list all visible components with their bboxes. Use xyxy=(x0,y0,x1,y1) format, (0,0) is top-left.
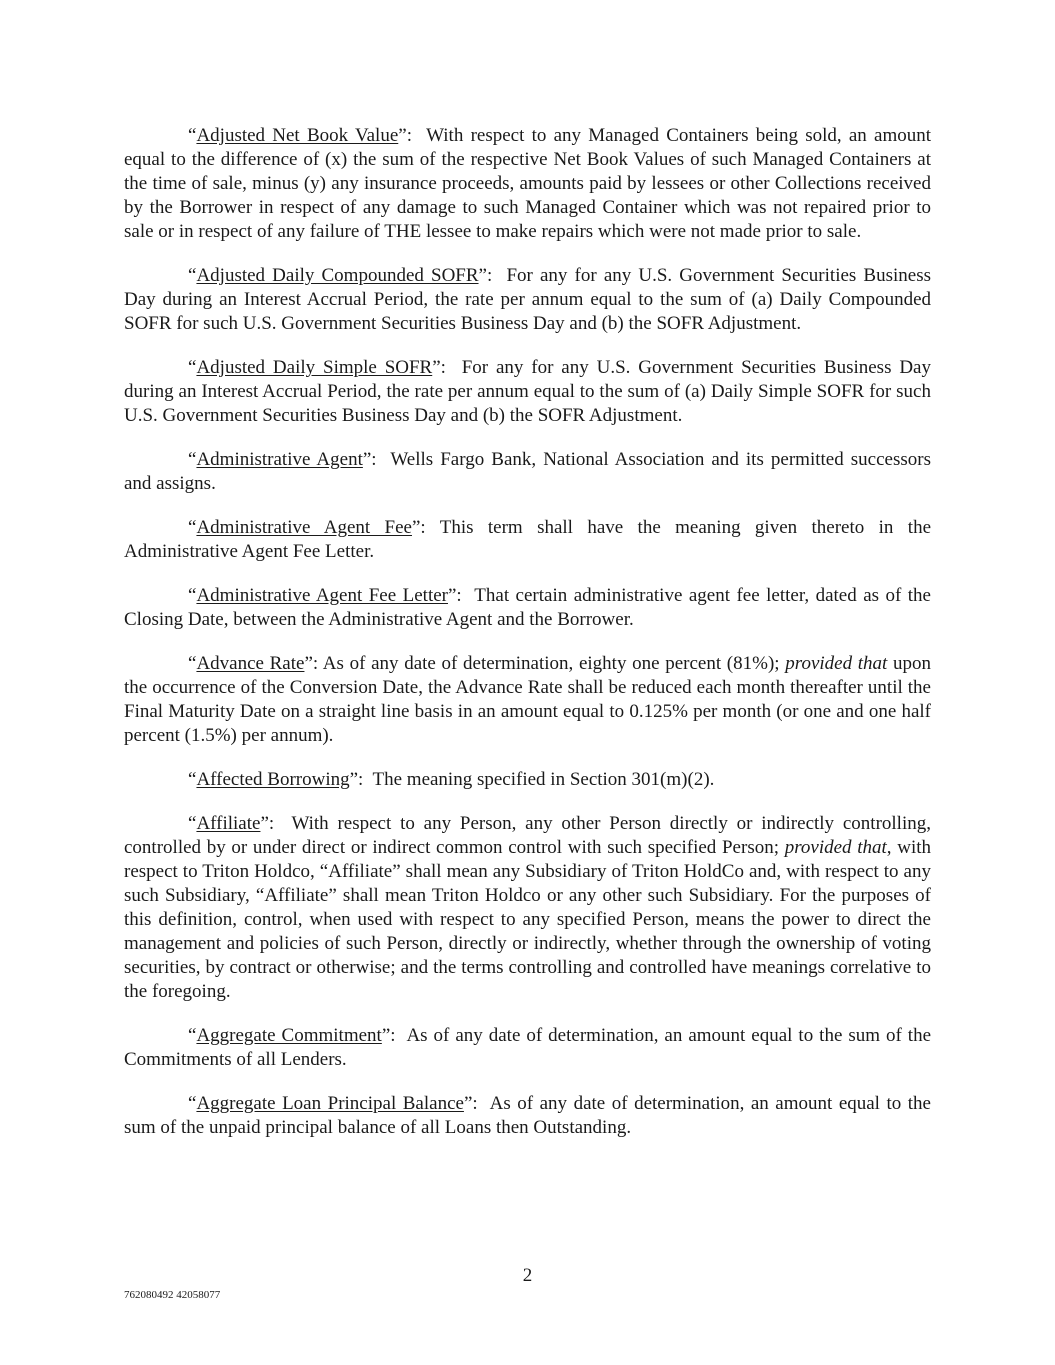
defined-term: Administrative Agent xyxy=(196,449,363,470)
definition-proviso: provided that xyxy=(785,653,888,674)
definition-text: For any for any U.S. Government Securities Business Day during an Interest Accrual Period, the rate per annum equal to the sum of (a) Daily Compounded SOFR for such U.S. Government Securities Business Day and (b) the SOFR Adjustment. xyxy=(124,265,931,334)
definition-text: The meaning specified in Section 301(m)(2). xyxy=(372,769,715,790)
definition-text: That certain administrative agent fee letter, dated as of the Closing Date, between the Administrative Agent and the Borrower. xyxy=(124,585,931,630)
definition-text: For any for any U.S. Government Securities Business Day during an Interest Accrual Period, the rate per annum equal to the sum of (a) Daily Simple SOFR for such U.S. Government Securities Business Day and (b) the SOFR Adjustment. xyxy=(124,357,931,426)
defined-term: Affected Borrowing xyxy=(196,769,350,790)
definition-text: With respect to any Managed Containers being sold, an amount equal to the difference of (x) the sum of the respective Net Book Values of such Managed Containers at the time of sale, minus (y) any insurance proceeds, amounts paid by lessees or other Collections received by the Borrower in respect of any damage to such Managed Container which was not repaired prior to sale or in respect of any failure of THE lessee to make repairs which were not made prior to sale. xyxy=(124,125,931,242)
definition-adjusted-daily-simple-sofr: “Adjusted Daily Simple SOFR”: For any for any U.S. Government Securities Business Day during an Interest Accrual Period, the rate per annum equal to the sum of (a) Daily Simple SOFR for such U.S. Government Securities Business Day and (b) the SOFR Adjustment. xyxy=(124,357,931,426)
defined-term: Aggregate Loan Principal Balance xyxy=(196,1093,464,1114)
definition-administrative-agent-fee: “Administrative Agent Fee”: This term shall have the meaning given thereto in the Administrative Agent Fee Letter. xyxy=(124,517,931,562)
definition-text: Wells Fargo Bank, National Association and its permitted successors and assigns. xyxy=(124,449,931,494)
defined-term: Affiliate xyxy=(196,813,261,834)
definitions-list xyxy=(124,124,931,1160)
definition-text: As of any date of determination, an amount equal to the sum of the Commitments of all Lenders. xyxy=(124,1025,932,1070)
definition-adjusted-daily-compounded-sofr: “Adjusted Daily Compounded SOFR”: For any for any U.S. Government Securities Business Day during an Interest Accrual Period, the rate per annum equal to the sum of (a) Daily Compounded SOFR for such U.S. Government Securities Business Day and (b) the SOFR Adjustment. xyxy=(124,265,931,334)
defined-term: Adjusted Daily Simple SOFR xyxy=(196,357,433,378)
definition-aggregate-commitment: “Aggregate Commitment”: As of any date of determination, an amount equal to the sum of the Commitments of all Lenders. xyxy=(124,1025,932,1070)
definition-administrative-agent-fee-letter: “Administrative Agent Fee Letter”: That certain administrative agent fee letter, dated as of the Closing Date, between the Administrative Agent and the Borrower. xyxy=(124,585,931,630)
definition-text: As of any date of determination, an amount equal to the sum of the unpaid principal balance of all Loans then Outstanding. xyxy=(124,1093,931,1138)
document-id: 762080492 42058077 xyxy=(124,1289,221,1301)
definition-affiliate: “Affiliate”: With respect to any Person, any other Person directly or indirectly controlling, controlled by or under direct or indirect common control with such specified Person; provided that, with respect to Triton Holdco, “Affiliate” shall mean any Subsidiary of Triton HoldCo and, with respect to any such Subsidiary, “Affiliate” shall mean Triton Holdco or any other such Subsidiary. For the purposes of this definition, control, when used with respect to any specified Person, means the power to direct the management and policies of such Person, directly or indirectly, whether through the ownership of voting securities, by contract or otherwise; and the terms controlling and controlled have meanings correlative to the foregoing. xyxy=(124,813,932,1002)
definition-proviso: provided that xyxy=(784,837,887,858)
definition-text: This term shall have the meaning given thereto in the Administrative Agent Fee Letter. xyxy=(124,517,931,562)
defined-term: Administrative Agent Fee Letter xyxy=(196,585,448,606)
defined-term: Adjusted Net Book Value xyxy=(196,125,399,146)
page-number: 2 xyxy=(522,1265,533,1286)
definition-advance-rate: “Advance Rate”: As of any date of determination, eighty one percent (81%); provided that upon the occurrence of the Conversion Date, the Advance Rate shall be reduced each month thereafter until the Final Maturity Date on a straight line basis in an amount equal to 0.125% per month (or one and one half percent (1.5%) per annum). xyxy=(124,653,932,746)
definition-text-continued: , with respect to Triton Holdco, “Affiliate” shall mean any Subsidiary of Triton HoldCo and, with respect to any such Subsidiary, “Affiliate” shall mean Triton Holdco or any other such Subsidiary. For the purposes of this definition, control, when used with respect to any specified Person, means the power to direct the management and policies of such Person, directly or indirectly, whether through the ownership of voting securities, by contract or otherwise; and the terms controlling and controlled have meanings correlative to the foregoing. xyxy=(124,837,932,1002)
definition-text: As of any date of determination, eighty one percent (81%); xyxy=(322,653,780,674)
defined-term: Advance Rate xyxy=(196,653,305,674)
definition-text: With respect to any Person, any other Person directly or indirectly controlling, controlled by or under direct or indirect common control with such specified Person; xyxy=(124,813,931,858)
definition-text-continued: upon the occurrence of the Conversion Date, the Advance Rate shall be reduced each month thereafter until the Final Maturity Date on a straight line basis in an amount equal to 0.125% per month (or one and one half percent (1.5%) per annum). xyxy=(124,653,932,746)
definition-affected-borrowing: “Affected Borrowing”: The meaning specified in Section 301(m)(2). xyxy=(188,769,715,790)
definition-administrative-agent: “Administrative Agent”: Wells Fargo Bank, National Association and its permitted successors and assigns. xyxy=(124,449,931,494)
definition-aggregate-loan-principal-balance: “Aggregate Loan Principal Balance”: As of any date of determination, an amount equal to the sum of the unpaid principal balance of all Loans then Outstanding. xyxy=(124,1093,931,1138)
defined-term: Administrative Agent Fee xyxy=(196,517,412,538)
defined-term: Aggregate Commitment xyxy=(196,1025,382,1046)
definition-adjusted-net-book-value: “Adjusted Net Book Value”: With respect to any Managed Containers being sold, an amount equal to the difference of (x) the sum of the respective Net Book Values of such Managed Containers at the time of sale, minus (y) any insurance proceeds, amounts paid by lessees or other Collections received by the Borrower in respect of any damage to such Managed Container which was not repaired prior to sale or in respect of any failure of THE lessee to make repairs which were not made prior to sale. xyxy=(124,125,931,242)
defined-term: Adjusted Daily Compounded SOFR xyxy=(196,265,479,286)
